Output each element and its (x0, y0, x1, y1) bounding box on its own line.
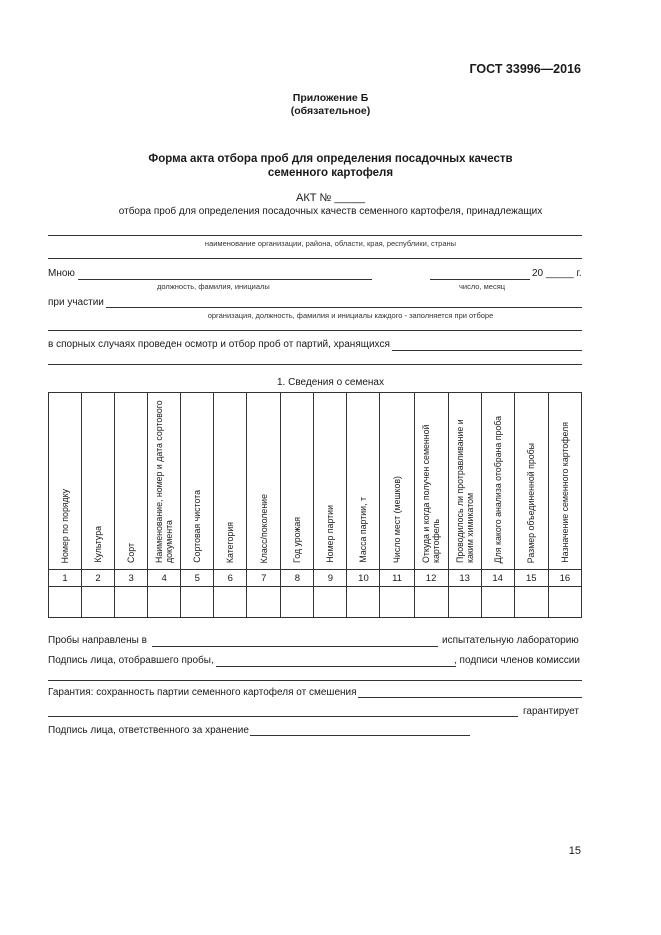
column-number: 4 (148, 570, 181, 587)
guarantee-label: Гарантия: сохранность партии семенного картофеля от смешения (48, 687, 357, 698)
column-number: 16 (548, 570, 581, 587)
data-cell[interactable] (82, 587, 115, 618)
data-cell[interactable] (514, 587, 548, 618)
data-cell[interactable] (380, 587, 414, 618)
data-cell[interactable] (347, 587, 380, 618)
appendix-status: (обязательное) (290, 105, 371, 117)
guarantee-line[interactable] (358, 697, 582, 698)
form-title-line2: семенного картофеля (267, 167, 394, 179)
column-number: 3 (115, 570, 148, 587)
column-number: 11 (380, 570, 414, 587)
data-cell[interactable] (481, 587, 514, 618)
signature-line-2[interactable] (48, 680, 582, 681)
laboratory-line[interactable] (152, 646, 438, 647)
owner-field-line-2[interactable] (48, 258, 582, 259)
column-number: 10 (347, 570, 380, 587)
data-cell[interactable] (448, 587, 481, 618)
column-number: 15 (514, 570, 548, 587)
seeds-table (48, 392, 582, 618)
header-cell: Сортовая чистота (181, 393, 214, 570)
header-cell: Культура (82, 393, 115, 570)
commission-label: , подписи членов комиссии (454, 655, 580, 666)
data-cell[interactable] (115, 587, 148, 618)
date-line[interactable] (430, 279, 530, 280)
column-number: 9 (314, 570, 347, 587)
data-cell[interactable] (247, 587, 281, 618)
me-name-line[interactable] (78, 279, 372, 280)
header-cell: Проводилось ли протравливание и каким химикатом (448, 393, 481, 570)
column-number: 8 (281, 570, 314, 587)
storage-label: Подпись лица, ответственного за хранение (48, 725, 249, 736)
header-cell: Масса партии, т (347, 393, 380, 570)
data-cell[interactable] (281, 587, 314, 618)
column-number: 5 (181, 570, 214, 587)
column-number: 2 (82, 570, 115, 587)
data-cell[interactable] (414, 587, 448, 618)
table-data-row (49, 587, 582, 618)
owner-caption: наименование организации, района, области, края, республики, страны (204, 239, 457, 248)
section-title: 1. Сведения о семенах (276, 377, 384, 388)
column-number: 12 (414, 570, 448, 587)
column-number: 7 (247, 570, 281, 587)
participation-line[interactable] (106, 307, 582, 308)
header-cell: Число мест (мешков) (380, 393, 414, 570)
standard-number: ГОСТ 33996—2016 (469, 62, 581, 76)
disputes-line-2[interactable] (48, 364, 582, 365)
storage-line[interactable] (250, 735, 470, 736)
header-cell: Категория (214, 393, 247, 570)
signature-line[interactable] (216, 666, 456, 667)
column-number: 14 (481, 570, 514, 587)
header-cell: Для какого анализа отобрана проба (481, 393, 514, 570)
header-cell: Сорт (115, 393, 148, 570)
header-cell: Откуда и когда получен семенной картофель (414, 393, 448, 570)
data-cell[interactable] (548, 587, 581, 618)
header-cell: Номер по порядку (49, 393, 82, 570)
form-title-line1: Форма акта отбора проб для определения посадочных качеств (148, 153, 513, 165)
appendix-title: Приложение Б (292, 92, 369, 104)
data-cell[interactable] (314, 587, 347, 618)
me-name-caption: должность, фамилия, инициалы (157, 282, 270, 291)
header-cell: Назначение семенного картофеля (548, 393, 581, 570)
owner-field-line[interactable] (48, 235, 582, 236)
header-cell: Год урожая (281, 393, 314, 570)
header-cell: Размер объединенной пробы (514, 393, 548, 570)
guarantees-label: гарантирует (523, 706, 579, 717)
year-text: 20 _____ г. (532, 268, 582, 279)
disputes-label: в спорных случаях проведен осмотр и отбор проб от партий, хранящихся (48, 339, 390, 350)
signature-label: Подпись лица, отобравшего пробы, (48, 655, 214, 666)
header-cell: Наименование, номер и дата сортового документа (148, 393, 181, 570)
participation-label: при участии (48, 297, 104, 308)
header-cell: Номер партии (314, 393, 347, 570)
column-number: 6 (214, 570, 247, 587)
participation-caption: организация, должность, фамилия и инициалы каждого - заполняется при отборе (207, 311, 494, 320)
table-header-row (49, 393, 582, 570)
data-cell[interactable] (49, 587, 82, 618)
header-cell: Класс/поколение (247, 393, 281, 570)
data-cell[interactable] (214, 587, 247, 618)
participation-line-2[interactable] (48, 330, 582, 331)
disputes-line[interactable] (392, 350, 582, 351)
date-caption: число, месяц (459, 282, 506, 291)
column-number: 13 (448, 570, 481, 587)
guarantee-line-2[interactable] (48, 716, 518, 717)
laboratory-label: испытательную лабораторию (442, 635, 579, 646)
column-number: 1 (49, 570, 82, 587)
samples-sent-label: Пробы направлены в (48, 635, 147, 646)
act-subtitle: отбора проб для определения посадочных качеств семенного картофеля, принадлежащих (118, 206, 543, 217)
table-number-row (49, 570, 582, 587)
data-cell[interactable] (148, 587, 181, 618)
act-number: АКТ № _____ (296, 192, 365, 204)
page-number: 15 (568, 845, 581, 857)
me-label: Мною (48, 268, 75, 279)
data-cell[interactable] (181, 587, 214, 618)
